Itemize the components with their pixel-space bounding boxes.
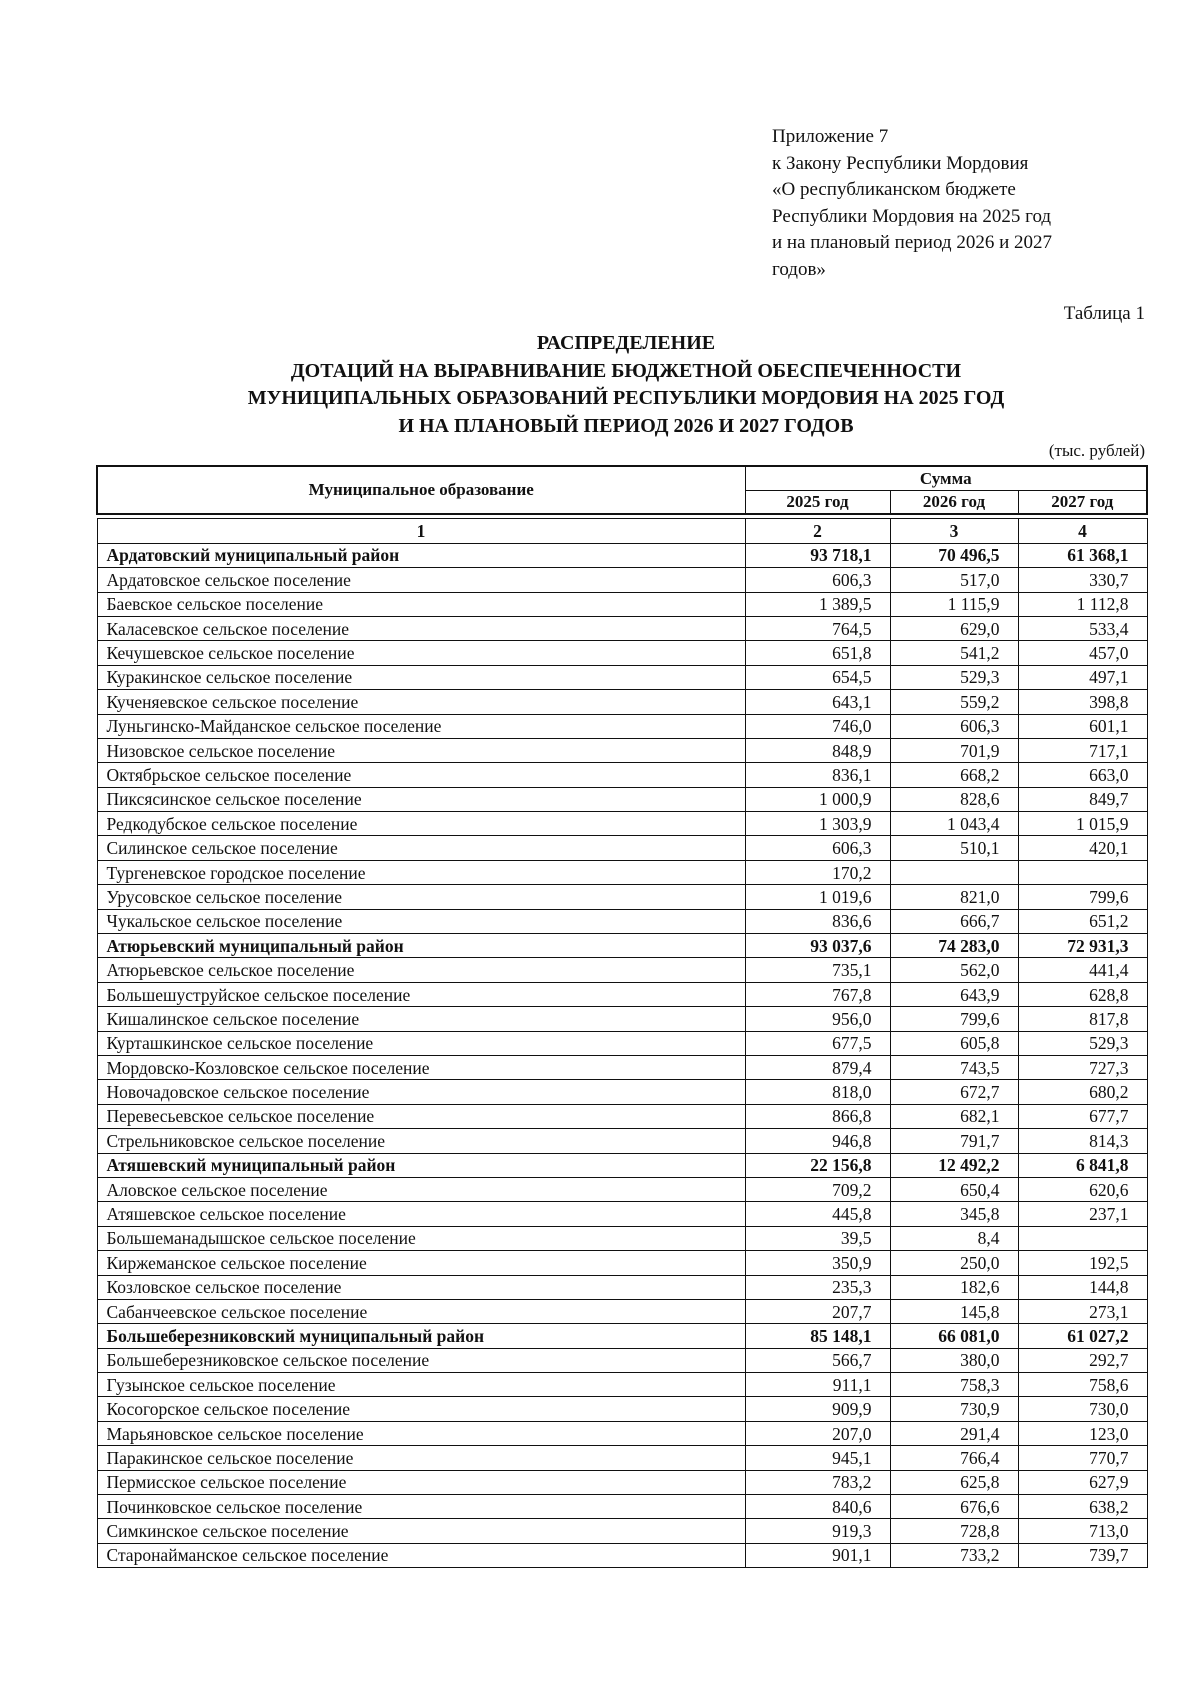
amount-2025: 783,2 — [745, 1470, 890, 1494]
table-row — [97, 1519, 1147, 1543]
amount-2027: 680,2 — [1018, 1080, 1147, 1104]
header-municipality: Муниципальное образование — [97, 466, 745, 514]
amount-2026: 791,7 — [890, 1129, 1018, 1153]
table-row — [97, 616, 1147, 640]
amount-2027: 441,4 — [1018, 958, 1147, 982]
table-row — [97, 860, 1147, 884]
table-row — [97, 1348, 1147, 1372]
amount-2026: 345,8 — [890, 1202, 1018, 1226]
municipality-name: Марьяновское сельское поселение — [97, 1421, 745, 1445]
amount-2025: 1 019,6 — [745, 885, 890, 909]
amount-2026: 728,8 — [890, 1519, 1018, 1543]
amount-2027: 420,1 — [1018, 836, 1147, 860]
amount-2026: 701,9 — [890, 738, 1018, 762]
amount-2026: 559,2 — [890, 690, 1018, 714]
municipality-name: Большешуструйское сельское поселение — [97, 982, 745, 1006]
table-row — [97, 1129, 1147, 1153]
amount-2026: 517,0 — [890, 568, 1018, 592]
municipality-name: Новочадовское сельское поселение — [97, 1080, 745, 1104]
column-number: 4 — [1018, 519, 1147, 543]
amount-2027: 677,7 — [1018, 1104, 1147, 1128]
amount-2026: 605,8 — [890, 1031, 1018, 1055]
amount-2027: 123,0 — [1018, 1421, 1147, 1445]
header-sum: Сумма — [745, 466, 1147, 491]
municipality-name: Паракинское сельское поселение — [97, 1446, 745, 1470]
amount-2025: 911,1 — [745, 1373, 890, 1397]
district-total-row — [97, 1324, 1147, 1348]
header-year-2027: 2027 год — [1018, 491, 1147, 515]
amount-2026: 821,0 — [890, 885, 1018, 909]
amount-2027: 627,9 — [1018, 1470, 1147, 1494]
amount-2025: 606,3 — [745, 568, 890, 592]
municipality-name: Аловское сельское поселение — [97, 1177, 745, 1201]
table-row — [97, 982, 1147, 1006]
amount-2027: 61 368,1 — [1018, 543, 1147, 567]
amount-2026: 145,8 — [890, 1299, 1018, 1323]
table-row — [97, 592, 1147, 616]
table-row — [97, 1373, 1147, 1397]
municipality-name: Урусовское сельское поселение — [97, 885, 745, 909]
amount-2027: 1 015,9 — [1018, 812, 1147, 836]
amount-2026: 12 492,2 — [890, 1153, 1018, 1177]
amount-2025: 350,9 — [745, 1251, 890, 1275]
district-total-row — [97, 934, 1147, 958]
amount-2027: 663,0 — [1018, 763, 1147, 787]
amount-2027: 292,7 — [1018, 1348, 1147, 1372]
amount-2026: 529,3 — [890, 665, 1018, 689]
amount-2025: 651,8 — [745, 641, 890, 665]
title-line: РАСПРЕДЕЛЕНИЕ — [536, 332, 716, 354]
municipality-name: Косогорское сельское поселение — [97, 1397, 745, 1421]
amount-2025: 818,0 — [745, 1080, 890, 1104]
amount-2027: 758,6 — [1018, 1373, 1147, 1397]
amount-2026: 758,3 — [890, 1373, 1018, 1397]
amount-2026: 676,6 — [890, 1495, 1018, 1519]
amount-2025: 746,0 — [745, 714, 890, 738]
amount-2026: 74 283,0 — [890, 934, 1018, 958]
amount-2026: 666,7 — [890, 909, 1018, 933]
municipality-name: Старонайманское сельское поселение — [97, 1543, 745, 1567]
table-row — [97, 1470, 1147, 1494]
amount-2027: 799,6 — [1018, 885, 1147, 909]
table-row — [97, 787, 1147, 811]
amount-2026: 182,6 — [890, 1275, 1018, 1299]
amount-2027: 6 841,8 — [1018, 1153, 1147, 1177]
amount-2025: 836,6 — [745, 909, 890, 933]
municipality-name: Атяшевское сельское поселение — [97, 1202, 745, 1226]
amount-2027: 727,3 — [1018, 1055, 1147, 1079]
amount-2025: 235,3 — [745, 1275, 890, 1299]
amount-2026: 672,7 — [890, 1080, 1018, 1104]
appendix-line: годов» — [772, 258, 826, 280]
amount-2025: 946,8 — [745, 1129, 890, 1153]
table-row — [97, 763, 1147, 787]
amount-2027: 628,8 — [1018, 982, 1147, 1006]
amount-2025: 566,7 — [745, 1348, 890, 1372]
table-row — [97, 641, 1147, 665]
amount-2027: 814,3 — [1018, 1129, 1147, 1153]
amount-2026: 733,2 — [890, 1543, 1018, 1567]
amount-2025: 735,1 — [745, 958, 890, 982]
table-row — [97, 1446, 1147, 1470]
column-number: 1 — [97, 519, 745, 543]
table-row — [97, 738, 1147, 762]
municipality-name: Пиксясинское сельское поселение — [97, 787, 745, 811]
amount-2026: 380,0 — [890, 1348, 1018, 1372]
table-row — [97, 909, 1147, 933]
amount-2026: 730,9 — [890, 1397, 1018, 1421]
municipality-name: Баевское сельское поселение — [97, 592, 745, 616]
amount-2026: 1 115,9 — [890, 592, 1018, 616]
amount-2025: 709,2 — [745, 1177, 890, 1201]
municipality-name: Редкодубское сельское поселение — [97, 812, 745, 836]
amount-2025: 840,6 — [745, 1495, 890, 1519]
amount-2025: 1 000,9 — [745, 787, 890, 811]
subsidies-table — [96, 465, 1148, 1568]
table-row — [97, 1543, 1147, 1567]
amount-2027: 330,7 — [1018, 568, 1147, 592]
appendix-line: к Закону Республики Мордовия — [772, 152, 1029, 174]
municipality-name: Луньгинско-Майданское сельское поселение — [97, 714, 745, 738]
municipality-name: Починковское сельское поселение — [97, 1495, 745, 1519]
amount-2027: 144,8 — [1018, 1275, 1147, 1299]
amount-2027: 72 931,3 — [1018, 934, 1147, 958]
appendix-line: «О республиканском бюджете — [772, 179, 1016, 200]
amount-2025: 677,5 — [745, 1031, 890, 1055]
amount-2025: 945,1 — [745, 1446, 890, 1470]
table-row — [97, 568, 1147, 592]
document-title — [0, 330, 1200, 440]
table-row — [97, 958, 1147, 982]
amount-2027: 529,3 — [1018, 1031, 1147, 1055]
amount-2027: 739,7 — [1018, 1543, 1147, 1567]
amount-2027: 817,8 — [1018, 1007, 1147, 1031]
table-row — [97, 885, 1147, 909]
municipality-name: Кишалинское сельское поселение — [97, 1007, 745, 1031]
municipality-name: Каласевское сельское поселение — [97, 616, 745, 640]
amount-2027: 1 112,8 — [1018, 592, 1147, 616]
amount-2027: 717,1 — [1018, 738, 1147, 762]
amount-2027 — [1018, 860, 1147, 884]
amount-2025: 956,0 — [745, 1007, 890, 1031]
amount-2027: 533,4 — [1018, 616, 1147, 640]
municipality-name: Силинское сельское поселение — [97, 836, 745, 860]
amount-2025: 207,7 — [745, 1299, 890, 1323]
municipality-name: Чукальское сельское поселение — [97, 909, 745, 933]
amount-2027: 237,1 — [1018, 1202, 1147, 1226]
municipality-name: Кученяевское сельское поселение — [97, 690, 745, 714]
amount-2027: 849,7 — [1018, 787, 1147, 811]
municipality-name: Ардатовское сельское поселение — [97, 568, 745, 592]
municipality-name: Атяшевский муниципальный район — [97, 1153, 745, 1177]
amount-2025: 170,2 — [745, 860, 890, 884]
header-year-2026: 2026 год — [890, 491, 1018, 515]
amount-2026: 70 496,5 — [890, 543, 1018, 567]
municipality-name: Октябрьское сельское поселение — [97, 763, 745, 787]
district-total-row — [97, 1153, 1147, 1177]
table-row — [97, 836, 1147, 860]
amount-2025: 879,4 — [745, 1055, 890, 1079]
amount-2025: 85 148,1 — [745, 1324, 890, 1348]
amount-2025: 901,1 — [745, 1543, 890, 1567]
municipality-name: Гузынское сельское поселение — [97, 1373, 745, 1397]
table-row — [97, 1495, 1147, 1519]
table-row — [97, 1080, 1147, 1104]
amount-2026: 828,6 — [890, 787, 1018, 811]
amount-2027: 457,0 — [1018, 641, 1147, 665]
appendix-line: и на плановый период 2026 и 2027 — [772, 232, 1052, 253]
amount-2025: 654,5 — [745, 665, 890, 689]
municipality-name: Сабанчеевское сельское поселение — [97, 1299, 745, 1323]
table-row — [97, 1104, 1147, 1128]
table-row — [97, 812, 1147, 836]
table-row — [97, 1226, 1147, 1250]
district-total-row — [97, 543, 1147, 567]
amount-2026: 541,2 — [890, 641, 1018, 665]
table-row — [97, 1055, 1147, 1079]
title-line: ДОТАЦИЙ НА ВЫРАВНИВАНИЕ БЮДЖЕТНОЙ ОБЕСПЕЧЕННОСТИ — [290, 359, 962, 382]
amount-2027: 273,1 — [1018, 1299, 1147, 1323]
table-row — [97, 714, 1147, 738]
municipality-name: Куракинское сельское поселение — [97, 665, 745, 689]
appendix-line: Приложение 7 — [772, 126, 889, 147]
appendix-reference — [772, 124, 1052, 283]
amount-2027: 730,0 — [1018, 1397, 1147, 1421]
title-line: И НА ПЛАНОВЫЙ ПЕРИОД 2026 И 2027 ГОДОВ — [398, 414, 854, 437]
municipality-name: Большеберезниковское сельское поселение — [97, 1348, 745, 1372]
amount-2027: 61 027,2 — [1018, 1324, 1147, 1348]
table-row — [97, 1275, 1147, 1299]
amount-2027: 620,6 — [1018, 1177, 1147, 1201]
amount-2025: 93 037,6 — [745, 934, 890, 958]
amount-2025: 848,9 — [745, 738, 890, 762]
amount-2026: 766,4 — [890, 1446, 1018, 1470]
amount-2027: 713,0 — [1018, 1519, 1147, 1543]
municipality-name: Козловское сельское поселение — [97, 1275, 745, 1299]
municipality-name: Низовское сельское поселение — [97, 738, 745, 762]
table-row — [97, 665, 1147, 689]
amount-2027: 497,1 — [1018, 665, 1147, 689]
municipality-name: Ардатовский муниципальный район — [97, 543, 745, 567]
amount-2025: 643,1 — [745, 690, 890, 714]
amount-2025: 909,9 — [745, 1397, 890, 1421]
column-number: 2 — [745, 519, 890, 543]
amount-2026: 625,8 — [890, 1470, 1018, 1494]
amount-2025: 836,1 — [745, 763, 890, 787]
amount-2026: 66 081,0 — [890, 1324, 1018, 1348]
amount-2026: 8,4 — [890, 1226, 1018, 1250]
amount-2025: 767,8 — [745, 982, 890, 1006]
amount-2025: 39,5 — [745, 1226, 890, 1250]
table-row — [97, 1031, 1147, 1055]
amount-2025: 445,8 — [745, 1202, 890, 1226]
table-row — [97, 1177, 1147, 1201]
title-line: МУНИЦИПАЛЬНЫХ ОБРАЗОВАНИЙ РЕСПУБЛИКИ МОРДОВИЯ НА 2025 ГОД — [247, 387, 1005, 409]
amount-2026: 510,1 — [890, 836, 1018, 860]
table-row — [97, 1251, 1147, 1275]
header-year-2025: 2025 год — [745, 491, 890, 515]
municipality-name: Кечушевское сельское поселение — [97, 641, 745, 665]
amount-2026 — [890, 860, 1018, 884]
amount-2027: 192,5 — [1018, 1251, 1147, 1275]
amount-2025: 93 718,1 — [745, 543, 890, 567]
amount-2026: 743,5 — [890, 1055, 1018, 1079]
municipality-name: Тургеневское городское поселение — [97, 860, 745, 884]
amount-2026: 668,2 — [890, 763, 1018, 787]
amount-2026: 650,4 — [890, 1177, 1018, 1201]
municipality-name: Пермисское сельское поселение — [97, 1470, 745, 1494]
amount-2025: 606,3 — [745, 836, 890, 860]
table-row — [97, 1421, 1147, 1445]
amount-2025: 1 389,5 — [745, 592, 890, 616]
amount-2025: 22 156,8 — [745, 1153, 890, 1177]
amount-2026: 291,4 — [890, 1421, 1018, 1445]
amount-2025: 1 303,9 — [745, 812, 890, 836]
amount-2026: 250,0 — [890, 1251, 1018, 1275]
municipality-name: Киржеманское сельское поселение — [97, 1251, 745, 1275]
municipality-name: Перевесьевское сельское поселение — [97, 1104, 745, 1128]
amount-2025: 764,5 — [745, 616, 890, 640]
table-row — [97, 690, 1147, 714]
table-row — [97, 1299, 1147, 1323]
amount-2027: 601,1 — [1018, 714, 1147, 738]
amount-2025: 207,0 — [745, 1421, 890, 1445]
amount-2027: 651,2 — [1018, 909, 1147, 933]
amount-2027: 770,7 — [1018, 1446, 1147, 1470]
amount-2026: 606,3 — [890, 714, 1018, 738]
amount-2026: 1 043,4 — [890, 812, 1018, 836]
municipality-name: Большеманадышское сельское поселение — [97, 1226, 745, 1250]
municipality-name: Курташкинское сельское поселение — [97, 1031, 745, 1055]
amount-2027 — [1018, 1226, 1147, 1250]
municipality-name: Стрельниковское сельское поселение — [97, 1129, 745, 1153]
column-number: 3 — [890, 519, 1018, 543]
table-label: Таблица 1 — [1063, 303, 1145, 324]
units-label: (тыс. рублей) — [1048, 441, 1145, 460]
amount-2025: 866,8 — [745, 1104, 890, 1128]
amount-2027: 638,2 — [1018, 1495, 1147, 1519]
municipality-name: Симкинское сельское поселение — [97, 1519, 745, 1543]
municipality-name: Атюрьевское сельское поселение — [97, 958, 745, 982]
amount-2026: 562,0 — [890, 958, 1018, 982]
column-numbers-row — [97, 519, 1147, 543]
table-row — [97, 1202, 1147, 1226]
amount-2026: 799,6 — [890, 1007, 1018, 1031]
amount-2026: 629,0 — [890, 616, 1018, 640]
amount-2026: 682,1 — [890, 1104, 1018, 1128]
appendix-line: Республики Мордовия на 2025 год — [772, 205, 1052, 227]
table-row — [97, 1397, 1147, 1421]
municipality-name: Мордовско-Козловское сельское поселение — [97, 1055, 745, 1079]
table-row — [97, 1007, 1147, 1031]
amount-2027: 398,8 — [1018, 690, 1147, 714]
municipality-name: Атюрьевский муниципальный район — [97, 934, 745, 958]
amount-2026: 643,9 — [890, 982, 1018, 1006]
amount-2025: 919,3 — [745, 1519, 890, 1543]
municipality-name: Большеберезниковский муниципальный район — [97, 1324, 745, 1348]
